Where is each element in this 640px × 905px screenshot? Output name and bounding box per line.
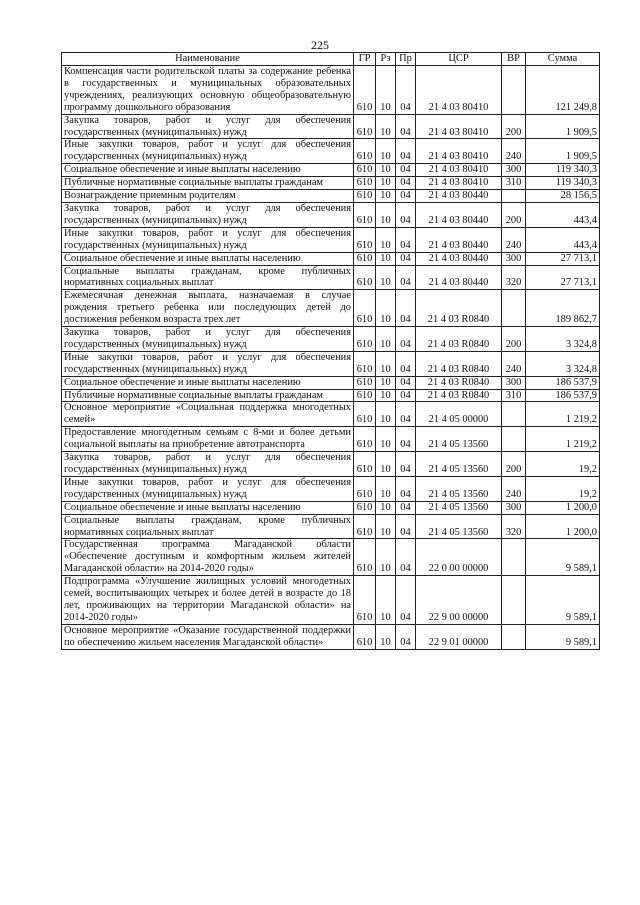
cell-rz: 10 (376, 177, 396, 190)
cell-csr: 21 4 03 R0840 (416, 389, 502, 402)
cell-gr: 610 (354, 501, 376, 514)
cell-vr (502, 66, 526, 115)
cell-sum: 9 589,1 (526, 539, 600, 576)
cell-sum: 1 200,0 (526, 514, 600, 539)
cell-sum: 186 537,9 (526, 389, 600, 402)
cell-name: Закупка товаров, работ и услуг для обеспечения государственных (муниципальных) нужд (62, 202, 354, 227)
table-row (62, 402, 600, 427)
table-body (62, 66, 600, 650)
table-row (62, 66, 600, 115)
table-row (62, 351, 600, 376)
cell-pr: 04 (396, 427, 416, 452)
cell-sum: 121 249,8 (526, 66, 600, 115)
cell-name: Компенсация части родительской платы за содержание ребенка в государственных и муниципальных образовательных учреждениях, реализующих основную общеобразовательную программу дошкольного образования (62, 66, 354, 115)
cell-rz: 10 (376, 514, 396, 539)
cell-csr: 21 4 05 13560 (416, 452, 502, 477)
cell-name: Социальное обеспечение и иные выплаты населению (62, 252, 354, 265)
cell-vr: 200 (502, 452, 526, 477)
col-header-name: Наименование (62, 53, 354, 66)
cell-pr: 04 (396, 501, 416, 514)
cell-vr (502, 427, 526, 452)
cell-csr: 21 4 03 80440 (416, 202, 502, 227)
cell-rz: 10 (376, 402, 396, 427)
cell-pr: 04 (396, 227, 416, 252)
cell-csr: 21 4 05 13560 (416, 427, 502, 452)
cell-pr: 04 (396, 452, 416, 477)
cell-csr: 21 4 03 80440 (416, 190, 502, 203)
cell-csr: 21 4 03 R0840 (416, 351, 502, 376)
cell-rz: 10 (376, 252, 396, 265)
cell-rz: 10 (376, 164, 396, 177)
cell-csr: 21 4 03 R0840 (416, 376, 502, 389)
cell-gr: 610 (354, 476, 376, 501)
cell-pr: 04 (396, 576, 416, 625)
cell-pr: 04 (396, 624, 416, 649)
cell-vr (502, 576, 526, 625)
cell-rz: 10 (376, 576, 396, 625)
cell-vr: 300 (502, 376, 526, 389)
cell-rz: 10 (376, 452, 396, 477)
cell-sum: 27 713,1 (526, 252, 600, 265)
cell-name: Предоставление многодетным семьям с 8-ми и более детьми социальной выплаты на приобретение автотранспорта (62, 427, 354, 452)
cell-vr (502, 624, 526, 649)
cell-name: Иные закупки товаров, работ и услуг для обеспечения государственных (муниципальных) нужд (62, 139, 354, 164)
col-header-rz: Рз (376, 53, 396, 66)
col-header-sum: Сумма (526, 53, 600, 66)
cell-gr: 610 (354, 265, 376, 290)
cell-pr: 04 (396, 202, 416, 227)
cell-name: Вознаграждение приемным родителям (62, 190, 354, 203)
page-number: 225 (311, 38, 329, 52)
cell-pr: 04 (396, 539, 416, 576)
cell-rz: 10 (376, 114, 396, 139)
cell-vr: 240 (502, 227, 526, 252)
cell-csr: 21 4 03 80410 (416, 114, 502, 139)
cell-rz: 10 (376, 539, 396, 576)
table-row (62, 190, 600, 203)
cell-csr: 21 4 03 80410 (416, 139, 502, 164)
cell-gr: 610 (354, 389, 376, 402)
cell-gr: 610 (354, 177, 376, 190)
cell-csr: 22 0 00 00000 (416, 539, 502, 576)
cell-csr: 21 4 03 R0840 (416, 327, 502, 352)
cell-pr: 04 (396, 139, 416, 164)
cell-sum: 443,4 (526, 202, 600, 227)
cell-pr: 04 (396, 265, 416, 290)
cell-name: Иные закупки товаров, работ и услуг для обеспечения государственных (муниципальных) нужд (62, 227, 354, 252)
cell-gr: 610 (354, 114, 376, 139)
cell-sum: 19,2 (526, 452, 600, 477)
cell-gr: 610 (354, 66, 376, 115)
cell-sum: 9 589,1 (526, 576, 600, 625)
cell-pr: 04 (396, 389, 416, 402)
cell-vr: 300 (502, 252, 526, 265)
cell-sum: 119 340,3 (526, 177, 600, 190)
cell-sum: 3 324,8 (526, 327, 600, 352)
table-row (62, 501, 600, 514)
cell-gr: 610 (354, 164, 376, 177)
cell-pr: 04 (396, 376, 416, 389)
cell-gr: 610 (354, 514, 376, 539)
cell-rz: 10 (376, 427, 396, 452)
cell-sum: 27 713,1 (526, 265, 600, 290)
cell-rz: 10 (376, 290, 396, 327)
cell-pr: 04 (396, 327, 416, 352)
cell-rz: 10 (376, 190, 396, 203)
cell-gr: 610 (354, 376, 376, 389)
cell-name: Социальное обеспечение и иные выплаты населению (62, 501, 354, 514)
table-row (62, 327, 600, 352)
cell-rz: 10 (376, 624, 396, 649)
cell-name: Социальное обеспечение и иные выплаты населению (62, 164, 354, 177)
table-row (62, 202, 600, 227)
cell-vr (502, 190, 526, 203)
cell-pr: 04 (396, 190, 416, 203)
cell-sum: 1 200,0 (526, 501, 600, 514)
cell-vr: 310 (502, 389, 526, 402)
cell-pr: 04 (396, 114, 416, 139)
table-row (62, 164, 600, 177)
cell-name: Иные закупки товаров, работ и услуг для обеспечения государственных (муниципальных) нужд (62, 476, 354, 501)
cell-gr: 610 (354, 576, 376, 625)
cell-pr: 04 (396, 402, 416, 427)
cell-name: Государственная программа Магаданской области «Обеспечение доступным и комфортным жильем жителей Магаданской области» на 2014-2020 годы» (62, 539, 354, 576)
cell-vr: 200 (502, 327, 526, 352)
cell-vr: 240 (502, 139, 526, 164)
table-row (62, 514, 600, 539)
cell-pr: 04 (396, 252, 416, 265)
cell-csr: 21 4 03 80410 (416, 177, 502, 190)
cell-vr (502, 290, 526, 327)
cell-vr (502, 539, 526, 576)
col-header-vr: ВР (502, 53, 526, 66)
cell-sum: 3 324,8 (526, 351, 600, 376)
col-header-pr: Пр (396, 53, 416, 66)
table-row (62, 290, 600, 327)
cell-vr: 200 (502, 202, 526, 227)
cell-csr: 22 9 01 00000 (416, 624, 502, 649)
budget-table (61, 52, 600, 650)
table-row (62, 252, 600, 265)
col-header-csr: ЦСР (416, 53, 502, 66)
cell-csr: 22 9 00 00000 (416, 576, 502, 625)
cell-csr: 21 4 03 80410 (416, 164, 502, 177)
cell-csr: 21 4 05 13560 (416, 501, 502, 514)
cell-gr: 610 (354, 139, 376, 164)
cell-rz: 10 (376, 501, 396, 514)
cell-name: Ежемесячная денежная выплата, назначаемая в случае рождения третьего ребенка или последующих детей до достижения ребенком возраста трех лет (62, 290, 354, 327)
cell-gr: 610 (354, 452, 376, 477)
cell-rz: 10 (376, 202, 396, 227)
cell-sum: 119 340,3 (526, 164, 600, 177)
table-row (62, 177, 600, 190)
cell-name: Закупка товаров, работ и услуг для обеспечения государственных (муниципальных) нужд (62, 327, 354, 352)
cell-rz: 10 (376, 66, 396, 115)
cell-name: Социальные выплаты гражданам, кроме публичных нормативных социальных выплат (62, 265, 354, 290)
cell-sum: 186 537,9 (526, 376, 600, 389)
cell-gr: 610 (354, 227, 376, 252)
cell-gr: 610 (354, 190, 376, 203)
table-header-row (62, 53, 600, 66)
cell-sum: 443,4 (526, 227, 600, 252)
cell-pr: 04 (396, 476, 416, 501)
cell-gr: 610 (354, 327, 376, 352)
cell-rz: 10 (376, 327, 396, 352)
cell-sum: 1 909,5 (526, 114, 600, 139)
cell-gr: 610 (354, 202, 376, 227)
cell-rz: 10 (376, 389, 396, 402)
cell-name: Публичные нормативные социальные выплаты гражданам (62, 389, 354, 402)
cell-name: Подпрограмма «Улучшение жилищных условий многодетных семей, воспитывающих четырех и более детей в возрасте до 18 лет, проживающих на территории Магаданской области» на 2014-2020 годы» (62, 576, 354, 625)
table-row (62, 227, 600, 252)
cell-vr (502, 402, 526, 427)
cell-name: Основное мероприятие «Оказание государственной поддержки по обеспечению жильем населения Магаданской области» (62, 624, 354, 649)
table-row (62, 476, 600, 501)
cell-sum: 28 156,5 (526, 190, 600, 203)
table-row (62, 624, 600, 649)
cell-csr: 21 4 03 80410 (416, 66, 502, 115)
cell-gr: 610 (354, 402, 376, 427)
cell-sum: 19,2 (526, 476, 600, 501)
cell-gr: 610 (354, 351, 376, 376)
cell-csr: 21 4 05 13560 (416, 476, 502, 501)
cell-name: Основное мероприятие «Социальная поддержка многодетных семей» (62, 402, 354, 427)
cell-pr: 04 (396, 514, 416, 539)
cell-rz: 10 (376, 265, 396, 290)
cell-rz: 10 (376, 139, 396, 164)
cell-csr: 21 4 05 13560 (416, 514, 502, 539)
table-row (62, 139, 600, 164)
table-row (62, 539, 600, 576)
cell-sum: 1 909,5 (526, 139, 600, 164)
cell-rz: 10 (376, 227, 396, 252)
cell-pr: 04 (396, 290, 416, 327)
table-row (62, 576, 600, 625)
cell-pr: 04 (396, 164, 416, 177)
cell-vr: 200 (502, 114, 526, 139)
cell-sum: 9 589,1 (526, 624, 600, 649)
cell-sum: 1 219,2 (526, 402, 600, 427)
cell-gr: 610 (354, 539, 376, 576)
cell-vr: 320 (502, 265, 526, 290)
cell-gr: 610 (354, 624, 376, 649)
cell-sum: 189 862,7 (526, 290, 600, 327)
cell-vr: 240 (502, 476, 526, 501)
table-row (62, 114, 600, 139)
table-row (62, 376, 600, 389)
cell-vr: 300 (502, 164, 526, 177)
cell-rz: 10 (376, 376, 396, 389)
cell-gr: 610 (354, 252, 376, 265)
cell-rz: 10 (376, 476, 396, 501)
cell-name: Публичные нормативные социальные выплаты гражданам (62, 177, 354, 190)
cell-rz: 10 (376, 351, 396, 376)
cell-gr: 610 (354, 290, 376, 327)
cell-pr: 04 (396, 66, 416, 115)
cell-vr: 240 (502, 351, 526, 376)
cell-pr: 04 (396, 351, 416, 376)
table-row (62, 452, 600, 477)
cell-gr: 610 (354, 427, 376, 452)
cell-pr: 04 (396, 177, 416, 190)
table-row (62, 427, 600, 452)
cell-vr: 310 (502, 177, 526, 190)
cell-name: Закупка товаров, работ и услуг для обеспечения государственных (муниципальных) нужд (62, 114, 354, 139)
cell-vr: 300 (502, 501, 526, 514)
cell-name: Иные закупки товаров, работ и услуг для обеспечения государственных (муниципальных) нужд (62, 351, 354, 376)
cell-csr: 21 4 03 80440 (416, 252, 502, 265)
cell-sum: 1 219,2 (526, 427, 600, 452)
table-row (62, 389, 600, 402)
cell-csr: 21 4 05 00000 (416, 402, 502, 427)
col-header-gr: ГР (354, 53, 376, 66)
cell-csr: 21 4 03 80440 (416, 265, 502, 290)
cell-vr: 320 (502, 514, 526, 539)
cell-name: Социальное обеспечение и иные выплаты населению (62, 376, 354, 389)
cell-csr: 21 4 03 80440 (416, 227, 502, 252)
table-row (62, 265, 600, 290)
cell-name: Закупка товаров, работ и услуг для обеспечения государственных (муниципальных) нужд (62, 452, 354, 477)
cell-name: Социальные выплаты гражданам, кроме публичных нормативных социальных выплат (62, 514, 354, 539)
cell-csr: 21 4 03 R0840 (416, 290, 502, 327)
